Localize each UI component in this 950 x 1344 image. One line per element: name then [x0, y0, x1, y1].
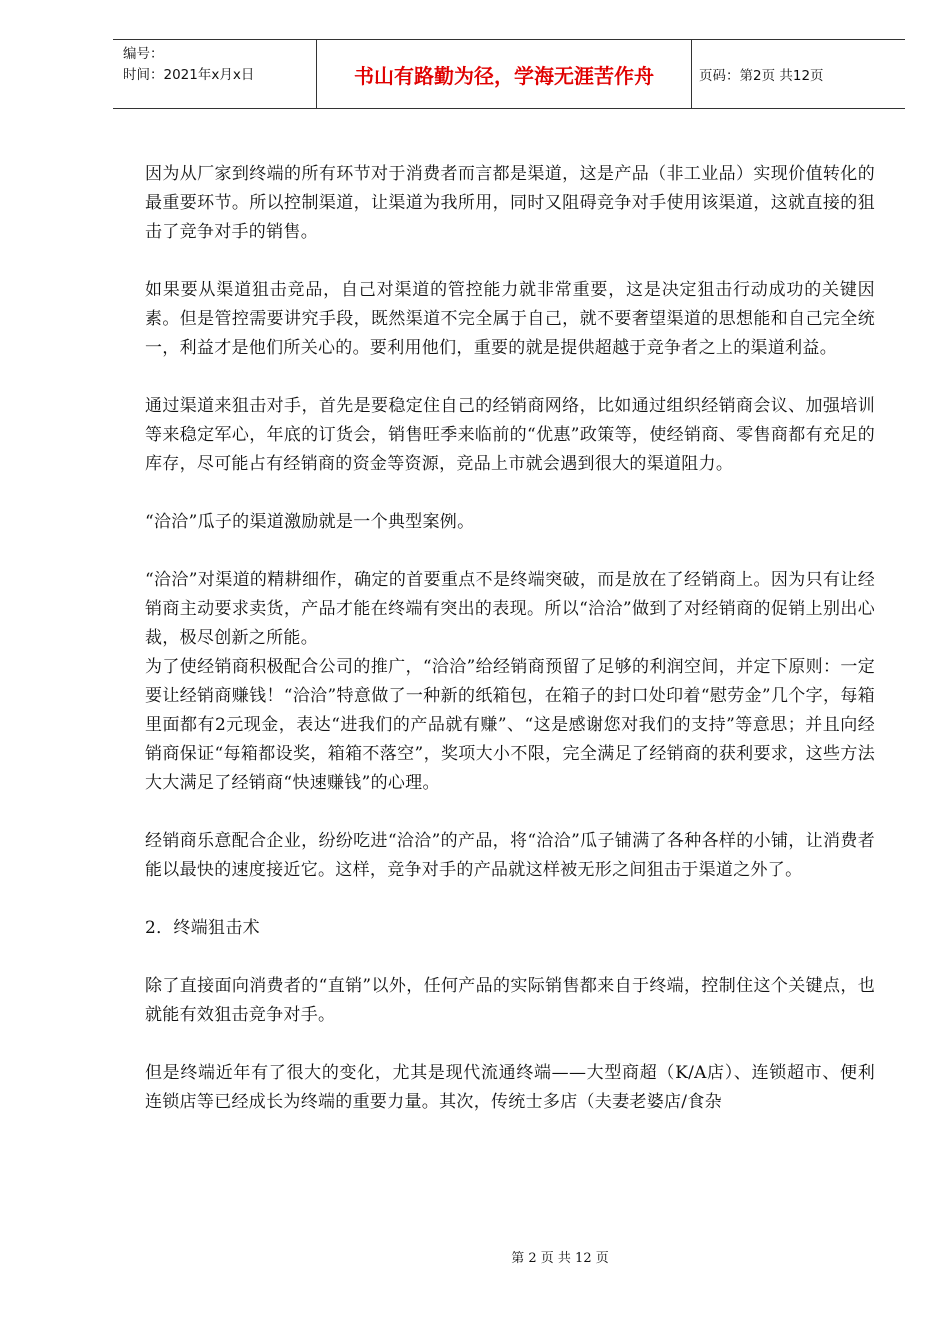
paragraph: “洽洽”瓜子的渠道激励就是一个典型案例。	[145, 512, 475, 532]
document-number-label: 编号：	[123, 46, 164, 62]
section-heading: 2．终端狙击术	[145, 918, 260, 938]
paragraph: 除了直接面向消费者的“直销”以外，任何产品的实际销售都来自于终端，控制住这个关键点，也就能有效狙击竞争对手。	[145, 976, 875, 1025]
paragraph: 为了使经销商积极配合公司的推广，“洽洽”给经销商预留了足够的利润空间，并定下原则：一定要让经销商赚钱！“洽洽”特意做了一种新的纸箱包，在箱子的封口处印着“慰劳金”几个字，每箱里面都有2元现金，表达“进我们的产品就有赚”、“这是感谢您对我们的支持”等意思；并且向经销商保证“每箱都设奖，箱箱不落空”，奖项大小不限，完全满足了经销商的获利要求，这些方法大大满足了经销商“快速赚钱”的心理。	[145, 657, 875, 793]
page-footer: 第 2 页 共 12 页	[511, 1251, 609, 1266]
header-page-info: 页码：第2页 共12页	[699, 68, 824, 84]
document-body	[145, 160, 875, 1117]
header-motto: 书山有路勤为径，学海无涯苦作舟	[316, 40, 692, 108]
document-time: 时间：2021年x月x日	[123, 67, 255, 83]
paragraph: 但是终端近年有了很大的变化，尤其是现代流通终端——大型商超（K/A店）、连锁超市、便利连锁店等已经成长为终端的重要力量。其次，传统士多店（夫妻老婆店/食杂	[145, 1063, 875, 1112]
paragraph: “洽洽”对渠道的精耕细作，确定的首要重点不是终端突破，而是放在了经销商上。因为只有让经销商主动要求卖货，产品才能在终端有突出的表现。所以“洽洽”做到了对经销商的促销上别出心裁，极尽创新之所能。	[145, 570, 875, 648]
paragraph: 经销商乐意配合企业，纷纷吃进“洽洽”的产品，将“洽洽”瓜子铺满了各种各样的小铺，让消费者能以最快的速度接近它。这样，竞争对手的产品就这样被无形之间狙击于渠道之外了。	[145, 831, 875, 880]
page-header	[113, 39, 905, 109]
paragraph: 如果要从渠道狙击竞品，自己对渠道的管控能力就非常重要，这是决定狙击行动成功的关键因素。但是管控需要讲究手段，既然渠道不完全属于自己，就不要奢望渠道的思想能和自己完全统一，利益才是他们所关心的。要利用他们，重要的就是提供超越于竞争者之上的渠道利益。	[145, 280, 875, 358]
paragraph: 通过渠道来狙击对手，首先是要稳定住自己的经销商网络，比如通过组织经销商会议、加强培训等来稳定军心，年底的订货会，销售旺季来临前的“优惠”政策等，使经销商、零售商都有充足的库存，尽可能占有经销商的资金等资源，竞品上市就会遇到很大的渠道阻力。	[145, 396, 875, 474]
header-meta	[123, 44, 313, 86]
paragraph: 因为从厂家到终端的所有环节对于消费者而言都是渠道，这是产品（非工业品）实现价值转化的最重要环节。所以控制渠道，让渠道为我所用，同时又阻碍竞争对手使用该渠道，这就直接的狙击了竞争对手的销售。	[145, 164, 875, 242]
